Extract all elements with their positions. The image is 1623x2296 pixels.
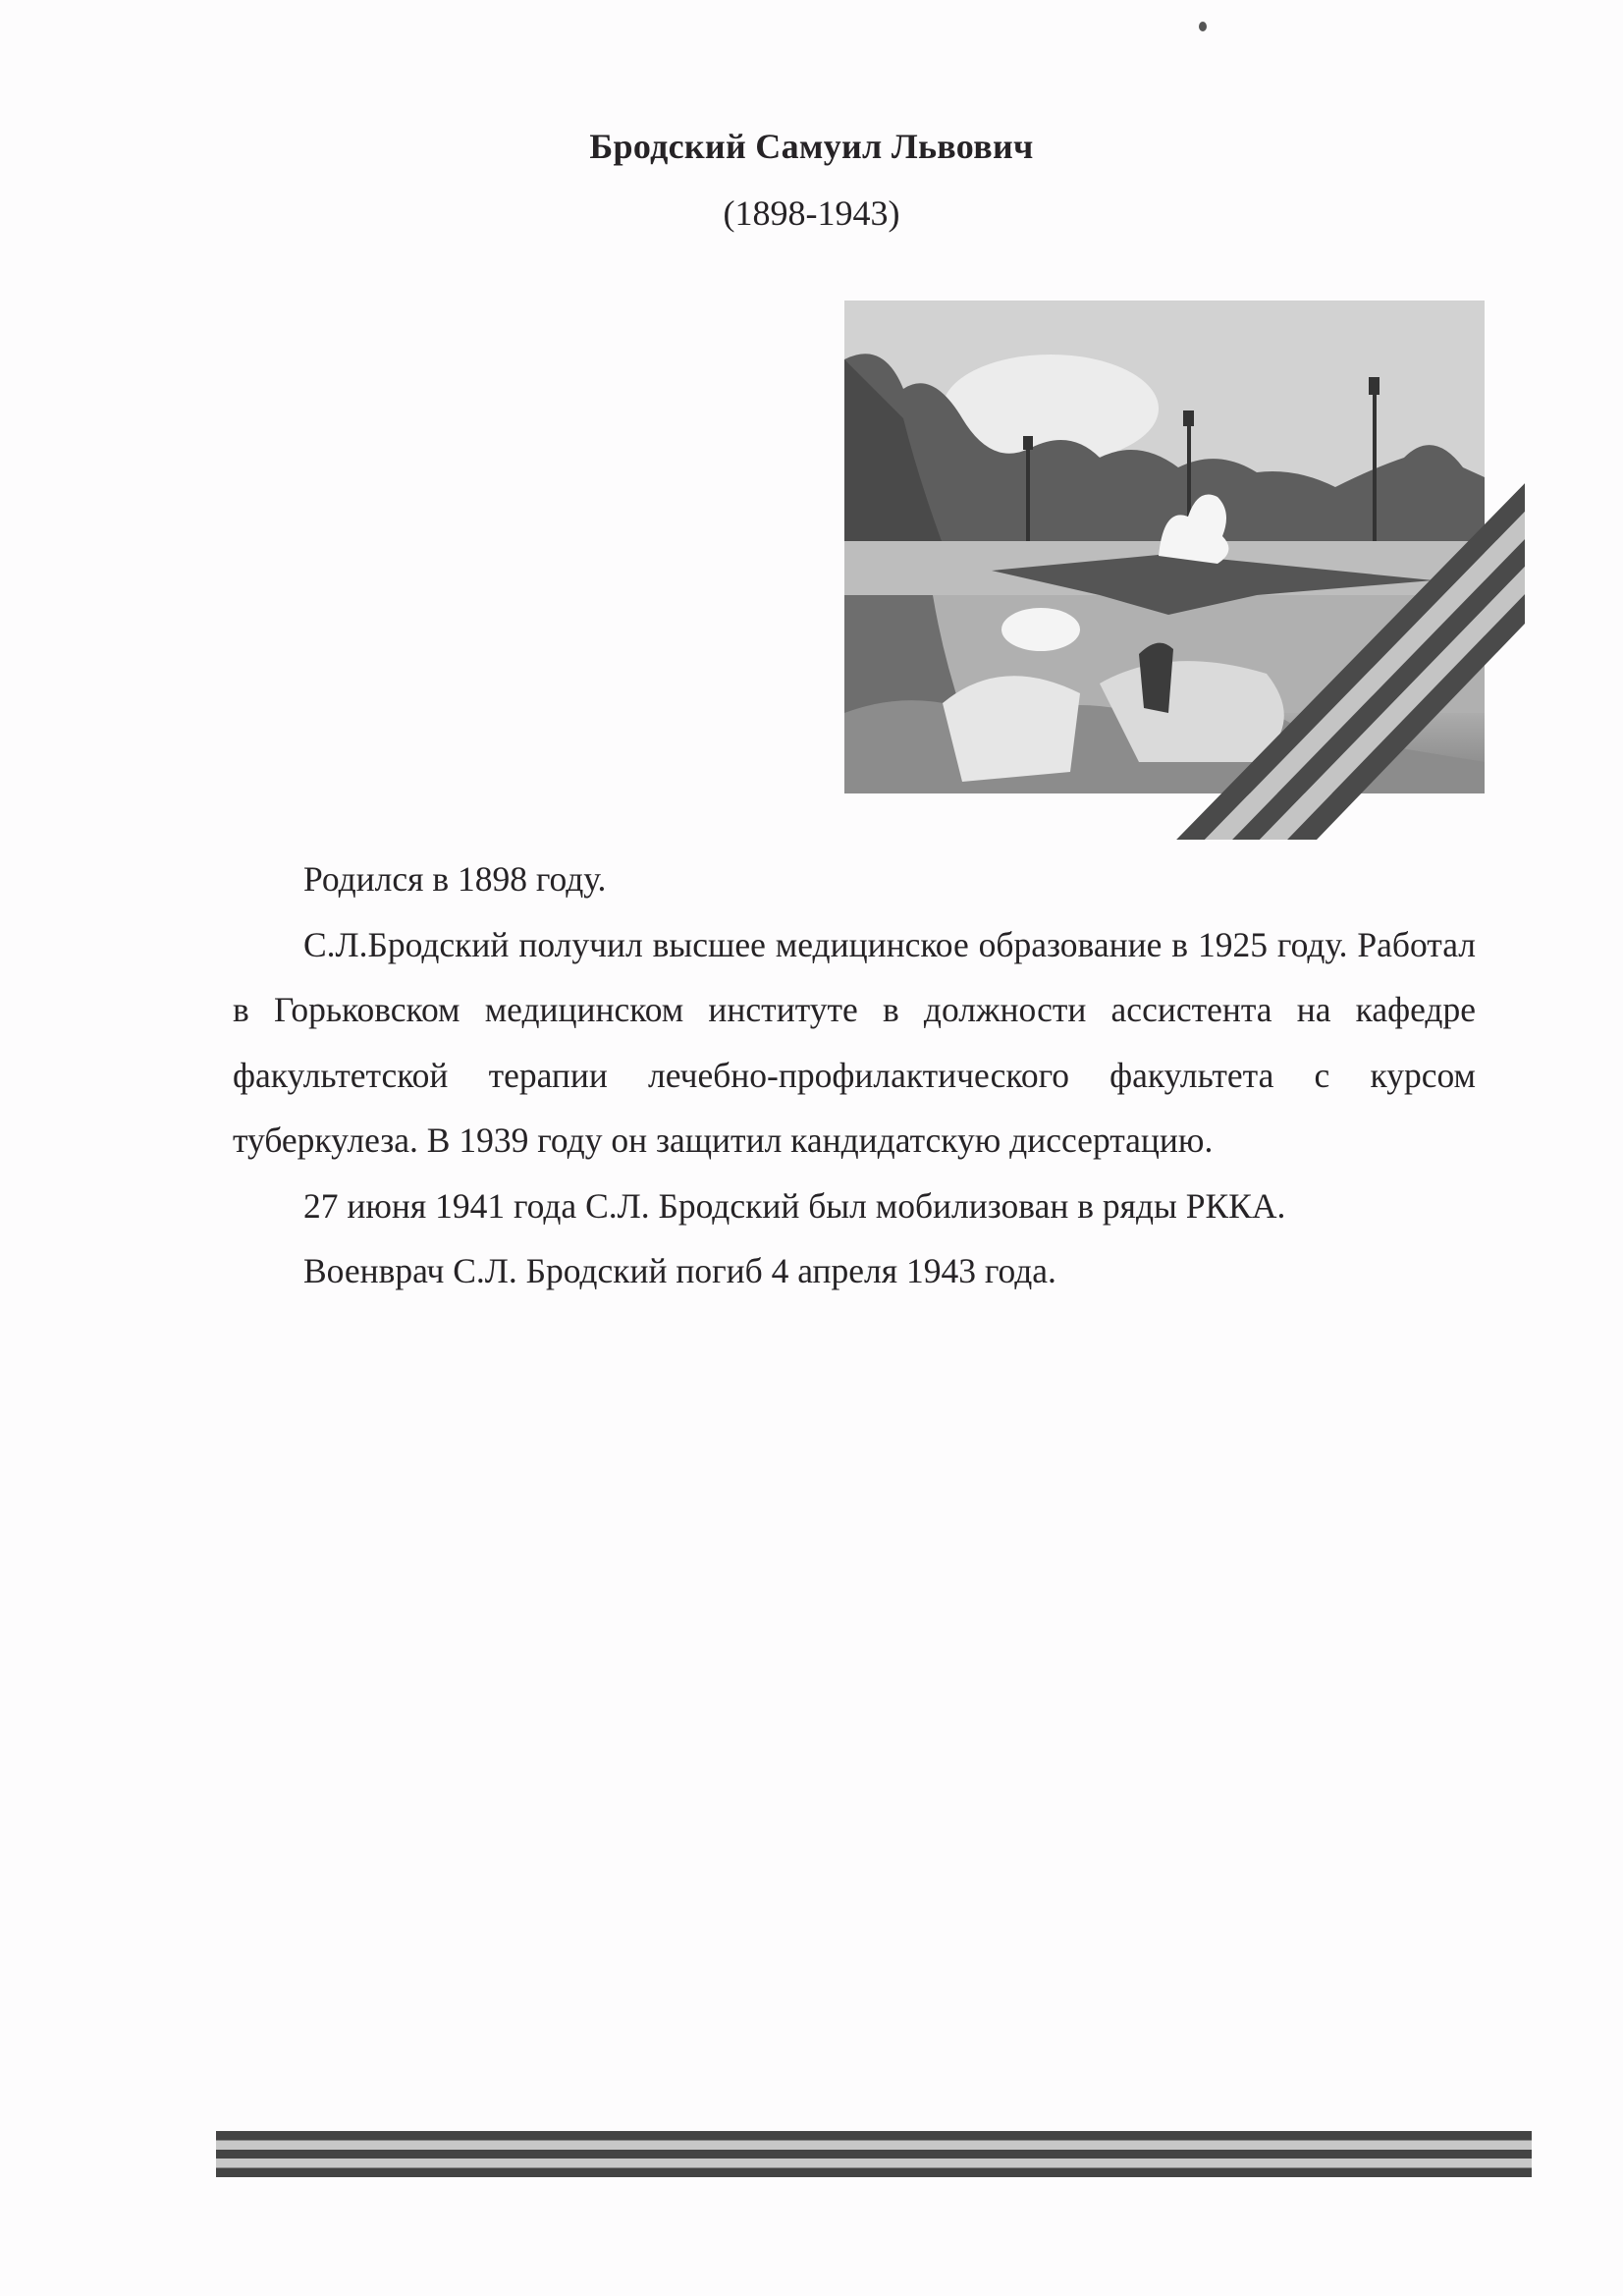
footer-ribbon-divider xyxy=(216,2131,1532,2177)
paragraph-death: Военврач С.Л. Бродский погиб 4 апреля 1943 года. xyxy=(303,1251,1056,1290)
paragraph-birth: Родился в 1898 году. xyxy=(303,859,607,899)
scan-speck xyxy=(1199,22,1207,31)
st-george-ribbon-icon xyxy=(1168,476,1532,845)
person-name-heading: Бродский Самуил Львович xyxy=(589,127,1034,166)
paragraph-education-career: С.Л.Бродский получил высшее медицинское образование в 1925 году. Работал в Горьковском медицинском институте в должности ассистента на кафедре факультетской терапии лечебно-профилактического факультета с курсом туберкулеза. В 1939 году он защитил кандидатскую диссертацию. xyxy=(233,924,1476,1160)
biography-text xyxy=(233,847,1476,1304)
life-dates: (1898-1943) xyxy=(723,193,900,233)
paragraph-mobilization: 27 июня 1941 года С.Л. Бродский был мобилизован в ряды РККА. xyxy=(303,1185,1286,1226)
